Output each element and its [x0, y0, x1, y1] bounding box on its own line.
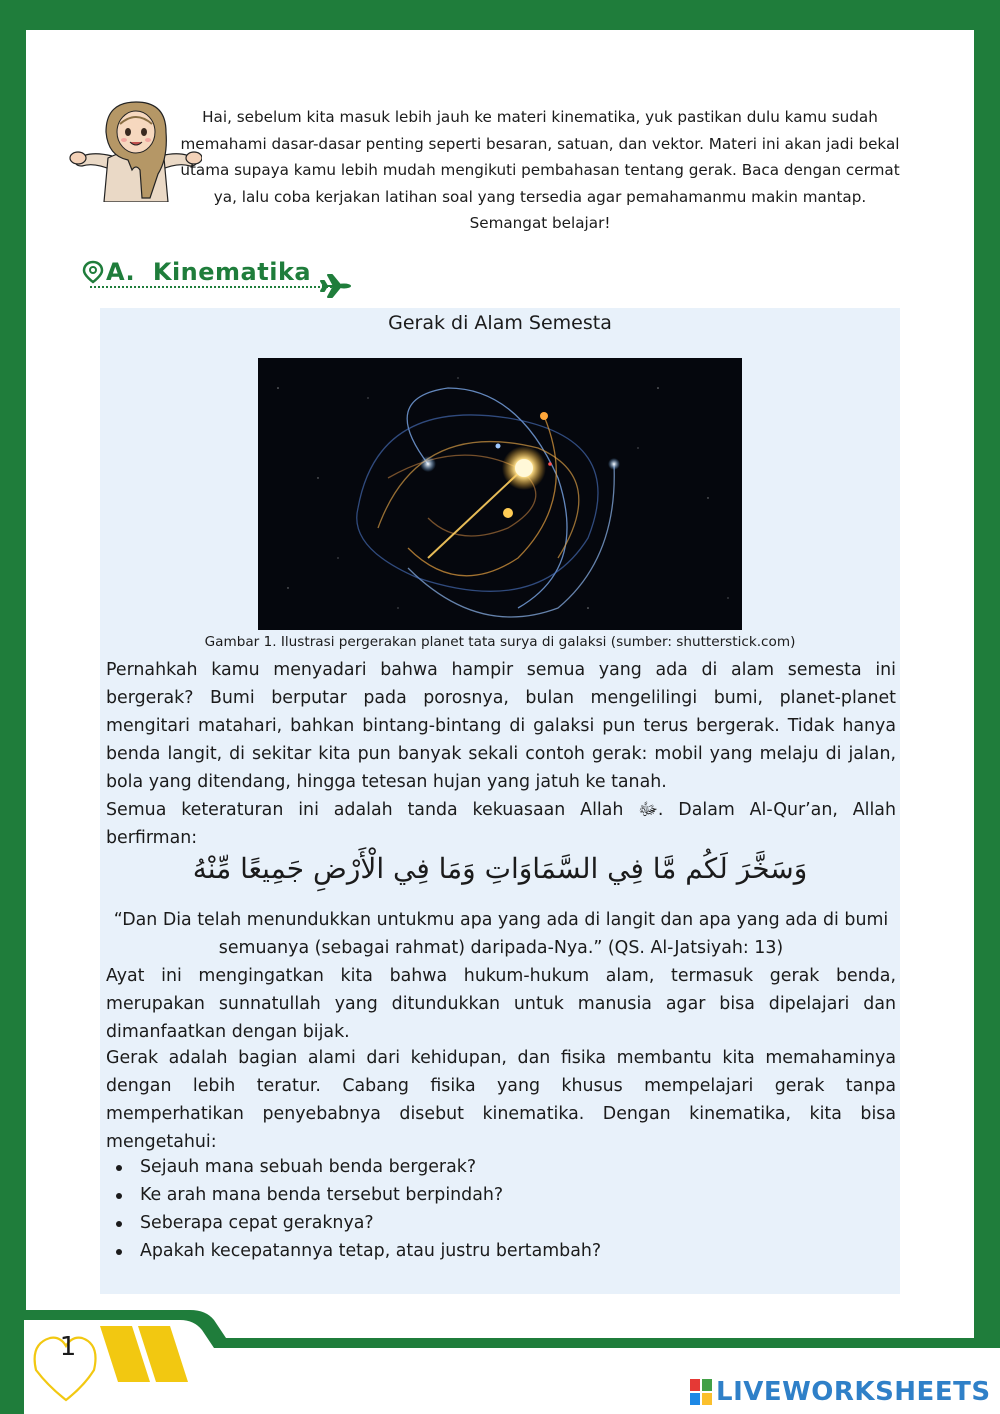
box-title: Gerak di Alam Semesta	[388, 312, 612, 334]
list-item-text: Ke arah mana benda tersebut berpindah?	[140, 1185, 504, 1205]
paragraph-4: Gerak adalah bagian alami dari kehidupan, dan fisika membantu kita memahaminya dengan lebih teratur. Cabang fisika yang khusus mempelajari gerak tanpa memperhatikan penyebabnya disebut kinematika. Dengan kinematika, kita bisa mengetahui:	[106, 1048, 896, 1152]
solar-system-image	[258, 358, 742, 630]
image-caption: Gambar 1. Ilustrasi pergerakan planet tata surya di galaksi (sumber: shutterstick.com)	[204, 634, 796, 650]
verse-translation: “Dan Dia telah menundukkan untukmu apa yang ada di langit dan apa yang ada di bumi semuanya (sebagai rahmat) daripada-Nya.” (QS. Al-Jatsiyah: 13)	[113, 910, 889, 958]
list-item	[114, 1181, 874, 1209]
section-title: A. Kinematika	[106, 258, 312, 286]
liveworksheets-logo	[690, 1376, 991, 1408]
liveworksheets-icon	[690, 1379, 712, 1405]
list-item	[114, 1209, 874, 1237]
intro-text: Hai, sebelum kita masuk lebih jauh ke materi kinematika, yuk pastikan dulu kamu sudah memahami dasar-dasar penting seperti besaran, satuan, dan vektor. Materi ini akan jadi bekal utama supaya kamu lebih mudah mengikuti pembahasan tentang gerak. Baca dengan cermat ya, lalu coba kerjakan latihan soal yang tersedia agar pemahamanmu makin mantap. Semangat belajar!	[180, 108, 900, 232]
paragraph-3: Ayat ini mengingatkan kita bahwa hukum-hukum alam, termasuk gerak benda, merupakan sunnatullah yang ditundukkan untuk manusia agar bisa dipelajari dan dimanfaatkan dengan bijak.	[106, 966, 896, 1042]
paragraph-1: Pernahkah kamu menyadari bahwa hampir semua yang ada di alam semesta ini bergerak? Bumi berputar pada porosnya, bulan mengelilingi bumi, planet-planet mengitari matahari, bahkan bintang-bintang di galaksi pun terus bergerak. Tidak hanya benda langit, di sekitar kita pun banyak sekali contoh gerak: mobil yang melaju di jalan, bola yang ditendang, hingga tetesan hujan yang jatuh ke tanah.	[106, 660, 896, 792]
list-item-text: Seberapa cepat geraknya?	[140, 1213, 374, 1233]
quran-verse: وَسَخَّرَ لَكُم مَّا فِي السَّمَاوَاتِ وَمَا فِي الْأَرْضِ جَمِيعًا مِّنْهُ	[192, 852, 808, 885]
section-heading	[82, 254, 311, 290]
paragraph-2: Semua keteraturan ini adalah tanda kekuasaan Allah ﷻ. Dalam Al-Qur’an, Allah berfirman:	[106, 800, 896, 848]
list-item-text: Apakah kecepatannya tetap, atau justru bertambah?	[140, 1241, 602, 1261]
orbit-illustration	[258, 358, 742, 630]
list-item	[114, 1237, 874, 1265]
list-item	[114, 1153, 874, 1181]
question-list	[114, 1153, 874, 1265]
list-item-text: Sejauh mana sebuah benda bergerak?	[140, 1157, 477, 1177]
airplane-icon	[320, 272, 352, 300]
page-number: 1	[59, 1332, 77, 1362]
location-pin-icon	[82, 260, 104, 284]
dotted-underline	[90, 286, 332, 288]
brand-text: LIVEWORKSHEETS	[716, 1377, 991, 1407]
